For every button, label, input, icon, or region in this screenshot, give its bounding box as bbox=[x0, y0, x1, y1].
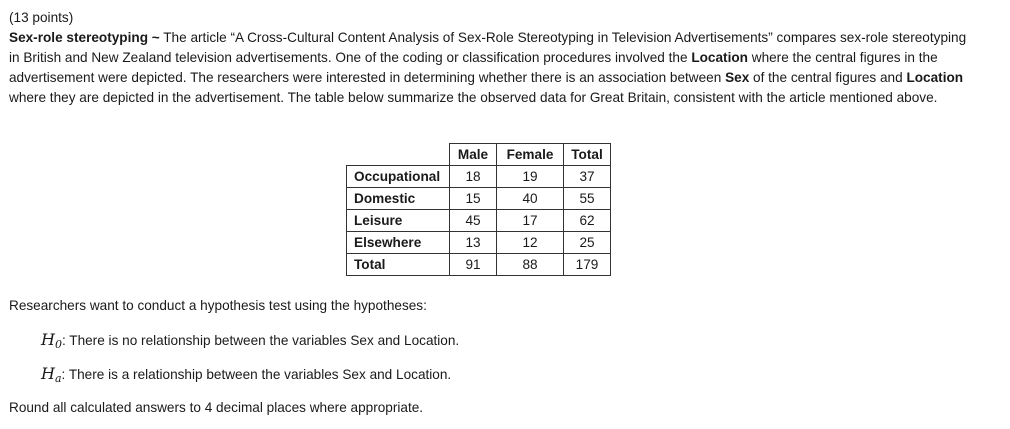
table-cell: 37 bbox=[564, 166, 611, 188]
table-cell: 18 bbox=[450, 166, 497, 188]
table-row bbox=[347, 166, 611, 188]
null-hypothesis bbox=[41, 330, 459, 352]
intro-text-3: of the central figures and bbox=[749, 70, 907, 85]
table-corner-cell bbox=[347, 144, 450, 166]
table-cell: 88 bbox=[497, 254, 564, 276]
table-cell: 62 bbox=[564, 210, 611, 232]
table-row bbox=[347, 254, 611, 276]
table-cell: 179 bbox=[564, 254, 611, 276]
intro-text-2: where the central figures in the advertisement were depicted. The researchers were interested in determining whether there is an association between bbox=[9, 50, 938, 85]
row-header-total: Total bbox=[347, 254, 450, 276]
alternative-hypothesis-text: : There is a relationship between the variables Sex and Location. bbox=[61, 367, 452, 382]
points-label: (13 points) bbox=[9, 10, 74, 25]
table-header-row bbox=[347, 144, 611, 166]
problem-title: Sex-role stereotyping ~ bbox=[9, 30, 160, 45]
table-cell: 12 bbox=[497, 232, 564, 254]
table-cell: 45 bbox=[450, 210, 497, 232]
table-cell: 13 bbox=[450, 232, 497, 254]
table-cell: 55 bbox=[564, 188, 611, 210]
table-row bbox=[347, 232, 611, 254]
problem-intro bbox=[9, 28, 969, 108]
intro-bold-sex: Sex bbox=[725, 70, 750, 85]
observed-data-table bbox=[346, 143, 611, 276]
intro-bold-location-2: Location bbox=[906, 70, 964, 85]
table-row bbox=[347, 188, 611, 210]
column-header-total: Total bbox=[564, 144, 611, 166]
table-cell: 25 bbox=[564, 232, 611, 254]
alternative-hypothesis-subscript: a bbox=[54, 372, 62, 385]
row-header-leisure: Leisure bbox=[347, 210, 450, 232]
rounding-instruction: Round all calculated answers to 4 decimal places where appropriate. bbox=[9, 400, 424, 415]
null-hypothesis-symbol: H bbox=[41, 330, 55, 349]
null-hypothesis-subscript: 0 bbox=[54, 338, 62, 351]
alternative-hypothesis bbox=[41, 364, 451, 386]
intro-text-1: The article “A Cross-Cultural Content Analysis of Sex-Role Stereotyping in Television Advertisements” compares sex-role stereotyping in British and New Zealand television advertisements. One of the coding or classification procedures involved the bbox=[9, 30, 967, 65]
alternative-hypothesis-symbol: H bbox=[41, 364, 55, 383]
null-hypothesis-text: : There is no relationship between the variables Sex and Location. bbox=[61, 333, 460, 348]
row-header-occupational: Occupational bbox=[347, 166, 450, 188]
intro-bold-location-1: Location bbox=[691, 50, 748, 65]
intro-text-4: where they are depicted in the advertisement. The table below summarize the observed data for Great Britain, consistent with the article mentioned above. bbox=[9, 90, 938, 105]
column-header-male: Male bbox=[450, 144, 497, 166]
row-header-elsewhere: Elsewhere bbox=[347, 232, 450, 254]
table-row bbox=[347, 210, 611, 232]
table-cell: 17 bbox=[497, 210, 564, 232]
hypotheses-intro: Researchers want to conduct a hypothesis test using the hypotheses: bbox=[9, 298, 427, 313]
table-cell: 91 bbox=[450, 254, 497, 276]
table-cell: 19 bbox=[497, 166, 564, 188]
column-header-female: Female bbox=[497, 144, 564, 166]
table-cell: 40 bbox=[497, 188, 564, 210]
row-header-domestic: Domestic bbox=[347, 188, 450, 210]
table-cell: 15 bbox=[450, 188, 497, 210]
